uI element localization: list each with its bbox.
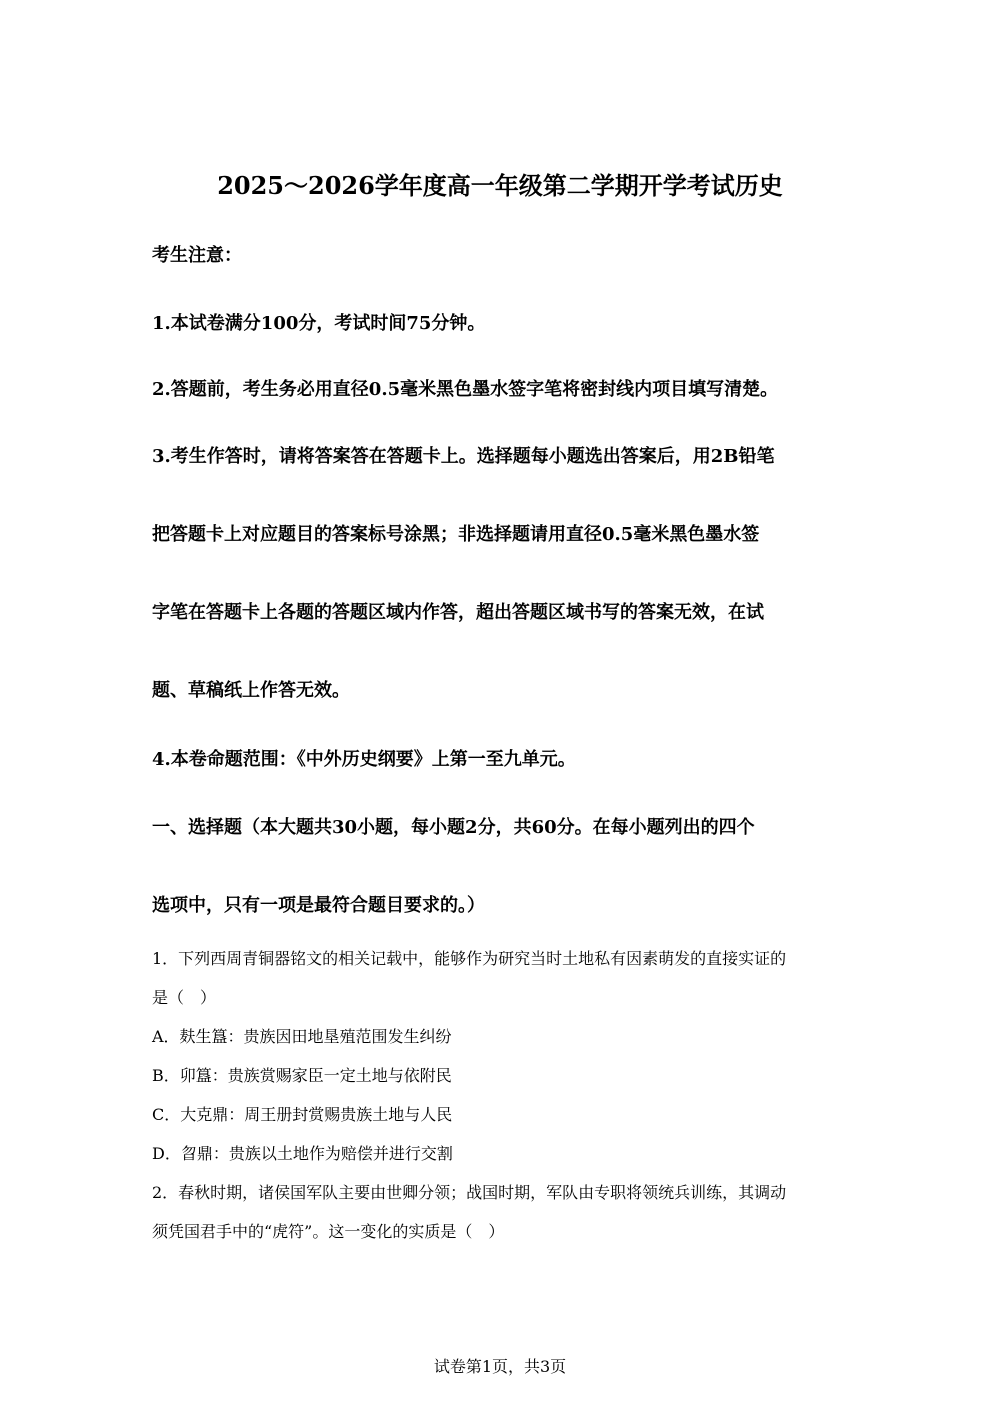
question-2-stem-line-2: 须凭国君手中的“虎符”。这一变化的实质是（ ） [152, 1222, 505, 1241]
page-footer: 试卷第1页，共3页 [433, 1357, 567, 1376]
question-2-stem-line-1: 2．春秋时期，诸侯国军队主要由世卿分领；战国时期，军队由专职将领统兵训练，其调动 [152, 1183, 787, 1202]
notice-item-3-line-3: 字笔在答题卡上各题的答题区域内作答，超出答题区域书写的答案无效，在试 [152, 602, 764, 623]
question-1-option-d: D．曶鼎：贵族以土地作为赔偿并进行交割 [152, 1144, 453, 1163]
notice-item-3-line-2: 把答题卡上对应题目的答案标号涂黑；非选择题请用直径0.5毫米黑色墨水签 [152, 524, 760, 545]
notice-item-1: 1.本试卷满分100分，考试时间75分钟。 [152, 313, 486, 334]
section-heading-line-2: 选项中，只有一项是最符合题目要求的。） [152, 895, 485, 916]
notice-item-3-line-1: 3.考生作答时，请将答案答在答题卡上。选择题每小题选出答案后，用2B铅笔 [152, 446, 775, 467]
question-1-stem-line-2: 是（ ） [152, 988, 217, 1007]
question-1-stem-line-1: 1．下列西周青铜器铭文的相关记载中，能够作为研究当时土地私有因素萌发的直接实证的 [152, 949, 787, 968]
notice-item-4: 4.本卷命题范围：《中外历史纲要》上第一至九单元。 [152, 749, 576, 770]
notice-heading: 考生注意： [152, 245, 242, 266]
notice-item-3-line-4: 题、草稿纸上作答无效。 [152, 680, 350, 701]
question-1-option-c: C．大克鼎：周王册封赏赐贵族土地与人民 [152, 1105, 453, 1124]
exam-title: 2025～2026学年度高一年级第二学期开学考试历史 [217, 171, 783, 200]
question-1-option-b: B．卯簋：贵族赏赐家臣一定土地与依附民 [152, 1066, 452, 1085]
section-heading-line-1: 一、选择题（本大题共30小题，每小题2分，共60分。在每小题列出的四个 [152, 817, 755, 838]
question-1-option-a: A．麸生簋：贵族因田地垦殖范围发生纠纷 [152, 1027, 452, 1046]
notice-item-2: 2.答题前，考生务必用直径0.5毫米黑色墨水签字笔将密封线内项目填写清楚。 [152, 379, 779, 400]
